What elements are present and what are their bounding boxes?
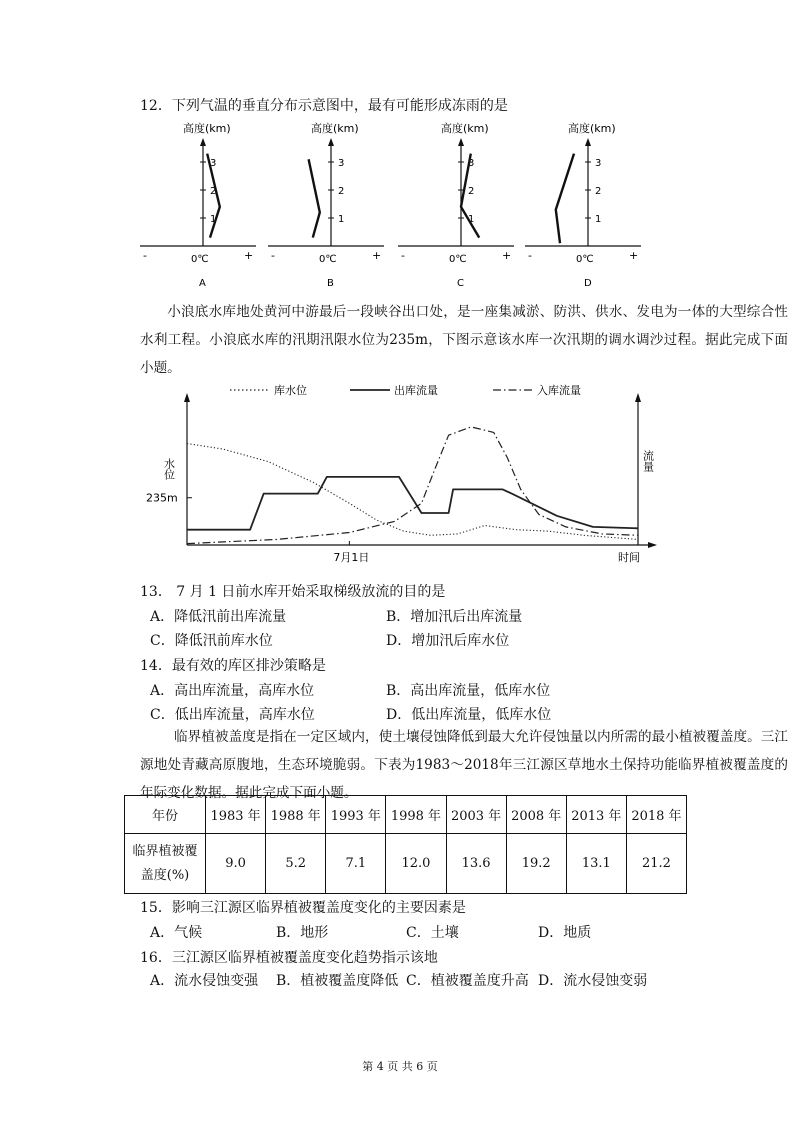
q16-option-d[interactable]: D．流水侵蚀变弱 (538, 973, 648, 989)
x-axis-arrow (648, 542, 657, 548)
y-axis-title: 高度(km) (183, 122, 231, 135)
temperature-graph-b (268, 121, 384, 289)
year-cell: 1998 年 (386, 796, 446, 834)
year-cell: 2013 年 (566, 796, 626, 834)
graph-label: C (457, 278, 464, 289)
y-tick-label: 1 (338, 214, 345, 225)
table-header-row (125, 796, 687, 834)
year-cell: 1983 年 (206, 796, 266, 834)
value-cell: 12.0 (386, 834, 446, 894)
x-axis-label: 时间 (618, 551, 640, 564)
temperature-profile-line (309, 159, 320, 237)
x-tick-july1: 7月1日 (333, 551, 370, 564)
q15-stem: 15．影响三江源区临界植被覆盖度变化的主要因素是 (140, 900, 466, 916)
q16-option-c[interactable]: C．植被覆盖度升高 (406, 973, 529, 989)
q15-option-d[interactable]: D．地质 (538, 925, 592, 941)
q16-option-a[interactable]: A．流水侵蚀变强 (150, 973, 259, 989)
reservoir-chart (146, 378, 670, 568)
y-axis-arrow (200, 138, 206, 146)
legend-label: 库水位 (274, 384, 307, 397)
year-cell: 2018 年 (626, 796, 686, 834)
zero-celsius-label: 0℃ (576, 254, 594, 265)
q14-option-a[interactable]: A．高出库流量，高库水位 (150, 683, 315, 699)
minus-label: - (401, 249, 405, 262)
left-axis-arrow (184, 393, 190, 402)
q12-graphs (140, 116, 640, 294)
year-cell: 1993 年 (326, 796, 386, 834)
y-axis-label-right: 流量 (641, 450, 655, 472)
y-axis-arrow (585, 138, 591, 146)
plus-label: + (372, 249, 382, 262)
q15-option-b[interactable]: B．地形 (276, 925, 329, 941)
y-tick-label: 2 (595, 186, 602, 197)
plus-label: + (629, 249, 639, 262)
year-cell: 1988 年 (266, 796, 326, 834)
y-axis-arrow (328, 138, 334, 146)
q13-option-a[interactable]: A．降低汛前出库流量 (150, 609, 287, 625)
minus-label: - (528, 249, 532, 262)
right-axis-arrow (635, 393, 641, 402)
q16-stem: 16．三江源区临界植被覆盖度变化趋势指示该地 (140, 950, 438, 966)
year-cell: 2008 年 (506, 796, 566, 834)
value-cell: 5.2 (266, 834, 326, 894)
q13-stem: 13． 7 月 1 日前水库开始采取梯级放流的目的是 (140, 584, 446, 600)
q13-option-b[interactable]: B．增加汛后出库流量 (386, 609, 523, 625)
y-axis-title: 高度(km) (441, 122, 489, 135)
y-tick-label: 1 (468, 214, 475, 225)
y-tick-label: 3 (595, 158, 602, 169)
q13-option-d[interactable]: D．增加汛后库水位 (386, 633, 510, 649)
q15-option-c[interactable]: C．土壤 (406, 925, 459, 941)
page-footer: 第 4 页 共 6 页 (362, 1060, 438, 1073)
zero-celsius-label: 0℃ (319, 254, 337, 265)
graph-label: B (327, 278, 334, 289)
passage-sanjiangyuan: 临界植被盖度是指在一定区域内，使土壤侵蚀降低到最大允许侵蚀量以内所需的最小植被覆盖度。三江源地处青藏高原腹地，生态环境脆弱。下表为1983～2018年三江源区草地水土保持功能临界植被覆盖度的年际变化数据。据此完成下面小题。 (140, 729, 788, 801)
y-tick-label: 2 (338, 186, 345, 197)
y-tick-label: 3 (210, 158, 217, 169)
temperature-graph-d (525, 121, 641, 289)
q12-stem: 12．下列气温的垂直分布示意图中，最有可能形成冻雨的是 (140, 98, 508, 114)
q14-option-d[interactable]: D．低出库流量，低库水位 (386, 707, 552, 723)
passage-xiaolangdi: 小浪底水库地处黄河中游最后一段峡谷出口处，是一座集减淤、防洪、供水、发电为一体的大型综合性水利工程。小浪底水库的汛期汛限水位为235m，下图示意该水库一次汛期的调水调沙过程。据此完成下面小题。 (140, 304, 788, 376)
series-line-outflow (187, 477, 638, 530)
value-cell: 13.6 (446, 834, 506, 894)
minus-label: - (143, 249, 147, 262)
temperature-graph-a (140, 121, 256, 289)
y-axis-arrow (458, 138, 464, 146)
graph-label: A (199, 278, 206, 289)
legend-label: 入库流量 (537, 384, 581, 397)
y-axis-title: 高度(km) (568, 122, 616, 135)
temperature-profile-line (556, 154, 574, 244)
y-tick-label: 1 (210, 214, 217, 225)
table-value-row (125, 834, 687, 894)
plus-label: + (244, 249, 254, 262)
series-line-water-level (187, 444, 638, 540)
table-header-label: 年份 (125, 796, 206, 834)
q16-option-b[interactable]: B．植被覆盖度降低 (276, 973, 399, 989)
value-cell: 21.2 (626, 834, 686, 894)
q14-stem: 14．最有效的库区排沙策略是 (140, 658, 326, 674)
y-tick-label: 2 (210, 186, 217, 197)
q15-option-a[interactable]: A．气候 (150, 925, 203, 941)
y-tick-label: 3 (468, 158, 475, 169)
graph-label: D (584, 278, 592, 289)
q14-option-c[interactable]: C．低出库流量，高库水位 (150, 707, 315, 723)
q14-option-b[interactable]: B．高出库流量，低库水位 (386, 683, 551, 699)
coverage-table (124, 795, 687, 894)
temperature-graph-c (398, 121, 514, 289)
value-cell: 9.0 (206, 834, 266, 894)
series-line-inflow (187, 427, 638, 544)
value-cell: 13.1 (566, 834, 626, 894)
legend-label: 出库流量 (394, 384, 438, 397)
value-cell: 7.1 (326, 834, 386, 894)
value-cell: 19.2 (506, 834, 566, 894)
year-cell: 2003 年 (446, 796, 506, 834)
y-tick-label: 1 (595, 214, 602, 225)
table-row-label: 临界植被覆盖度(%) (125, 834, 206, 894)
zero-celsius-label: 0℃ (191, 254, 209, 265)
y-axis-label-left: 水位 (162, 458, 176, 480)
plus-label: + (502, 249, 512, 262)
minus-label: - (271, 249, 275, 262)
zero-celsius-label: 0℃ (449, 254, 467, 265)
y-tick-label: 3 (338, 158, 345, 169)
y-axis-title: 高度(km) (311, 122, 359, 135)
y-tick-label: 2 (468, 186, 475, 197)
q13-option-c[interactable]: C．降低汛前库水位 (150, 633, 273, 649)
y-tick-235m: 235m (146, 491, 178, 505)
